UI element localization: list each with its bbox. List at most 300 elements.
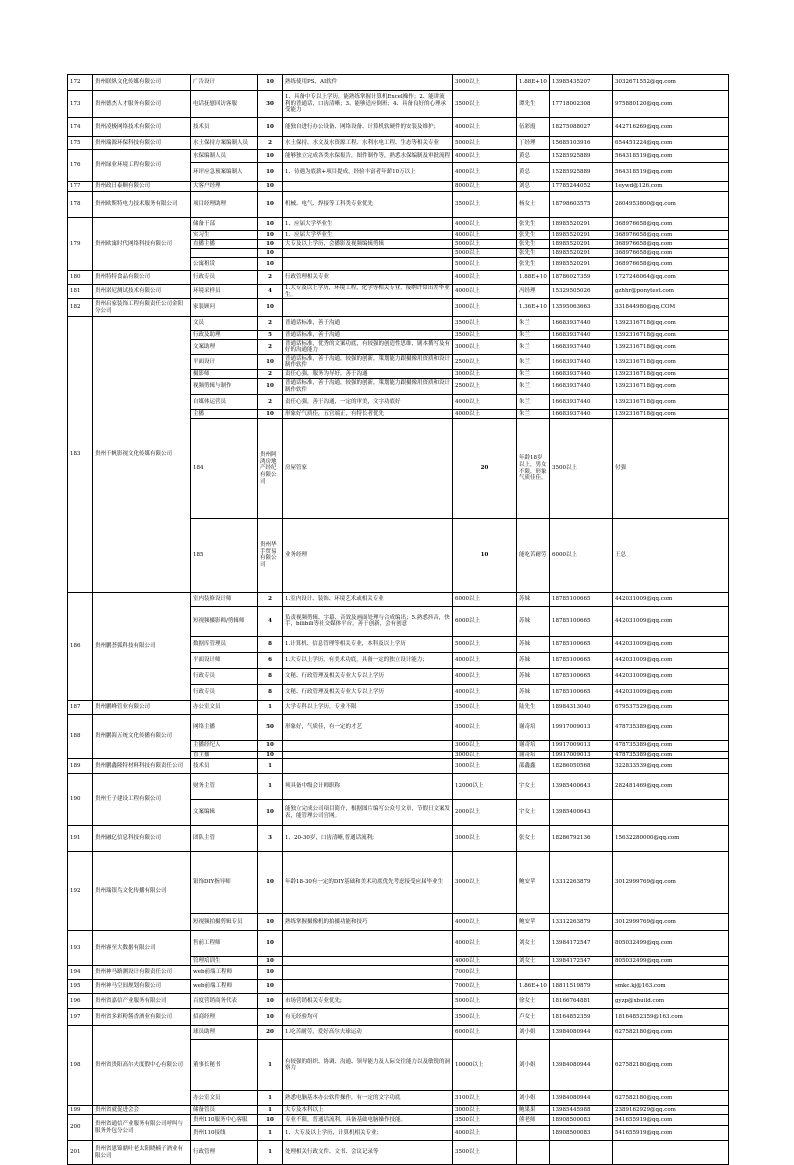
cell-position: 文员 — [191, 317, 258, 331]
cell-company: 贵州启家装饰工程有限责任公司金阳分公司 — [93, 299, 191, 317]
cell-contact: 宇女士 — [517, 800, 550, 826]
cell-contact: 刘女士 — [517, 931, 550, 957]
cell-req — [283, 182, 453, 192]
cell-salary: 3500以上 — [453, 700, 517, 714]
cell-phone: 18798603575 — [550, 192, 613, 218]
cell-email: 3032671552@qq.com — [613, 75, 729, 91]
cell-no: 197 — [68, 1009, 93, 1026]
cell-position: 短视频摄影师/剪辑师 — [191, 606, 258, 636]
cell-req: 形象好，气质佳，有一定的才艺 — [283, 714, 453, 740]
cell-email: gyzp@xbuild.com — [613, 994, 729, 1009]
cell-contact: 张先生 — [517, 218, 550, 231]
cell-num: 10 — [258, 218, 283, 231]
cell-email: 627582180@qq.com — [613, 1040, 729, 1091]
cell-num: 1 — [258, 1141, 283, 1165]
cell-salary: 4000以上 — [453, 714, 517, 740]
cell-company: 贵州省贵阳高尔夫度假中心有限公司 — [93, 1026, 191, 1106]
cell-phone: 13312263879 — [550, 914, 613, 931]
cell-phone: 13985400643 — [550, 800, 613, 826]
cell-phone: 13984172547 — [550, 957, 613, 966]
cell-req: 1.大专及以上学历，环境工程，化学等相关专业，接纳许常出差毕业生。 — [283, 285, 453, 299]
cell-position: web前端工程师 — [191, 966, 258, 980]
table-row — [68, 1141, 729, 1165]
cell-email: smkc.kj@163.com — [613, 980, 729, 994]
cell-contact: 朱兰 — [517, 370, 550, 379]
cell-phone: 18275088027 — [550, 118, 613, 137]
cell-num: 2 — [258, 340, 283, 355]
cell-salary: 7000以上 — [453, 980, 517, 994]
cell-phone: 16683937440 — [550, 317, 613, 331]
cell-req: 普通话标准，善于沟通，较强的创新，策划能力跟摄像用资质和设计制作软件 — [283, 355, 453, 370]
table-row — [68, 966, 729, 980]
cell-email: 1392316718@qq.com — [613, 355, 729, 370]
cell-contact: 付强 — [613, 419, 729, 519]
cell-no: 172 — [68, 75, 93, 91]
cell-salary: 3500以上 — [453, 1141, 517, 1165]
cell-position: 储备管员 — [191, 1106, 258, 1115]
cell-salary: 2000以上 — [453, 800, 517, 826]
cell-email: 368976658@qq.com — [613, 249, 729, 258]
cell-phone: 18166764881 — [550, 994, 613, 1009]
cell-position: 平面设计师 — [191, 652, 258, 668]
cell-req: 行政管理相关专业 — [283, 271, 453, 285]
table-row — [68, 826, 729, 852]
cell-req: 能独立完成公司项目简介，根据图片编写公众号文章，节假日文案发表，能管理公司官网。 — [283, 800, 453, 826]
cell-phone: 18985520291 — [550, 231, 613, 240]
cell-phone: 18785100665 — [550, 668, 613, 684]
cell-contact: 冯经理 — [517, 285, 550, 299]
cell-no: 180 — [68, 271, 93, 285]
cell-phone: 13312263879 — [550, 852, 613, 914]
cell-num: 10 — [258, 192, 283, 218]
cell-num: 2 — [258, 395, 283, 410]
cell-contact: 鲍安苹 — [517, 914, 550, 931]
table-row — [68, 592, 729, 606]
cell-num: 2 — [258, 592, 283, 606]
cell-req: 有较强的组织、协调、沟通、领导能力及人际交往能力以及敏锐的洞察力 — [283, 1040, 453, 1091]
cell-company: 贵州省多彩粉酱香酒业有限公司 — [93, 1009, 191, 1026]
cell-num: 10 — [258, 150, 283, 163]
cell-email: 1392316718@qq.com — [613, 340, 729, 355]
cell-req: 文秘、行政管理及相关专业大专以上学历 — [283, 668, 453, 684]
cell-position: 行政专员 — [191, 271, 258, 285]
cell-position: 摄影师 — [191, 370, 258, 379]
cell-salary: 4000以上 — [453, 914, 517, 931]
table-row — [68, 118, 729, 137]
cell-company: 贵州瑞银鸟文化传播有限公司 — [93, 852, 191, 931]
table-row — [68, 299, 729, 317]
cell-req — [283, 980, 453, 994]
cell-email: 442031009@qq.com — [613, 592, 729, 606]
cell-position: 水土保持方案编制人员 — [191, 137, 258, 150]
cell-req: 形象好气质佳，五官端正，有特长者优先 — [283, 410, 453, 419]
cell-contact: 谭先生 — [517, 91, 550, 118]
cell-salary: 2500以上 — [453, 379, 517, 395]
cell-req: 有无经验均可 — [283, 1009, 453, 1026]
cell-num: 1 — [258, 774, 283, 800]
cell-contact: 熊老师 — [517, 1115, 550, 1126]
cell-no: 182 — [68, 299, 93, 317]
table-row — [68, 774, 729, 800]
cell-num: 10 — [258, 1115, 283, 1126]
table-row — [68, 1106, 729, 1115]
cell-req: 1.室内设计、装饰、环境艺术或相关专业 — [283, 592, 453, 606]
cell-contact — [517, 1126, 550, 1141]
cell-contact: 杨女士 — [517, 192, 550, 218]
cell-salary: 3500以上 — [453, 331, 517, 340]
cell-no: 176 — [68, 150, 93, 182]
cell-salary: 5000以上 — [453, 137, 517, 150]
cell-position: 实习生 — [191, 231, 258, 240]
cell-phone: 16683937440 — [550, 395, 613, 410]
cell-contact: 1.86E+10 — [517, 980, 550, 994]
cell-num: 1 — [258, 1106, 283, 1115]
cell-salary: 4000以上 — [453, 163, 517, 182]
cell-company: 贵州鹏鑫隆特材料科技有限责任公司 — [93, 759, 191, 774]
cell-num: 20 — [453, 419, 517, 519]
cell-phone: 17718002308 — [550, 91, 613, 118]
cell-email: 541655919@qq.com — [613, 1115, 729, 1126]
cell-req: 1、应届大学毕业生 — [283, 218, 453, 231]
cell-no: 183 — [68, 317, 93, 592]
cell-req: 熟练使用PS、AI软件 — [283, 75, 453, 91]
cell-contact: 刘小姐 — [517, 1040, 550, 1091]
cell-email: 478735389@qq.com — [613, 714, 729, 740]
cell-no: 198 — [68, 1026, 93, 1106]
cell-no: 190 — [68, 774, 93, 826]
cell-phone: 13984080944 — [550, 1091, 613, 1106]
cell-req: 1、待遇为底薪+项目提成，经验丰富者年薪10万以上 — [283, 163, 453, 182]
cell-company: 贵州鹏海五统文化传播有限公司 — [93, 714, 191, 759]
cell-email: 15632280000@qq.com — [613, 826, 729, 852]
cell-position: 家装顾问 — [191, 299, 258, 317]
cell-num: 50 — [258, 714, 283, 740]
cell-email — [613, 800, 729, 826]
cell-num: 8 — [258, 684, 283, 700]
cell-position: 直播主播 — [191, 240, 258, 249]
cell-num: 4 — [258, 285, 283, 299]
cell-phone: 19917009013 — [550, 751, 613, 759]
cell-req: 大专及本科以上 — [283, 1106, 453, 1115]
table-row — [68, 137, 729, 150]
cell-position: 文案编辑 — [191, 800, 258, 826]
cell-position: 环评应急预案编制人 — [191, 163, 258, 182]
cell-contact: 宇女士 — [517, 774, 550, 800]
cell-email: 1392316718@qq.com — [613, 370, 729, 379]
cell-phone — [550, 966, 613, 980]
cell-salary: 4000以上 — [453, 118, 517, 137]
cell-req — [283, 299, 453, 317]
cell-req: 责任心强，善于沟通，一定的审美，文字功底好 — [283, 395, 453, 410]
cell-email: 2389162929@qq.com — [613, 1106, 729, 1115]
cell-req: 1、大专及以上学历，计算机相关专业； — [283, 1126, 453, 1141]
cell-email: 442031009@qq.com — [613, 668, 729, 684]
cell-contact — [517, 966, 550, 980]
cell-email: 442031009@qq.com — [613, 606, 729, 636]
cell-num: 10 — [258, 355, 283, 370]
cell-req: 大专及以上学历，会播影及视频编辑剪辑 — [283, 240, 453, 249]
cell-num: 10 — [258, 957, 283, 966]
cell-salary: 6000以上 — [453, 592, 517, 606]
cell-req: 能吃苦耐劳 — [517, 519, 550, 593]
cell-contact: 苏妹 — [517, 606, 550, 636]
cell-contact: 王总 — [613, 519, 729, 593]
cell-num: 2 — [258, 137, 283, 150]
cell-email: 975880120@qq.com — [613, 91, 729, 118]
cell-num: 10 — [258, 240, 283, 249]
cell-phone: 13984172547 — [550, 931, 613, 957]
cell-num: 10 — [258, 379, 283, 395]
cell-req: 能够独立完成各类水保报告，图件制作等，熟悉水保编制及审批流程 — [283, 150, 453, 163]
cell-company: 贵州特特食品有限公司 — [93, 271, 191, 285]
cell-phone: 19917009013 — [550, 714, 613, 740]
cell-num: 10 — [258, 249, 283, 258]
cell-contact: 苏妹 — [517, 652, 550, 668]
cell-salary: 12000以上 — [453, 774, 517, 800]
cell-contact: 张先生 — [517, 258, 550, 271]
cell-position: 技术员 — [191, 759, 258, 774]
cell-no: 191 — [68, 826, 93, 852]
cell-phone: 18908500083 — [550, 1126, 613, 1141]
cell-email: 541655919@qq.com — [613, 1126, 729, 1141]
cell-contact: 黄总 — [517, 150, 550, 163]
cell-num: 1 — [258, 700, 283, 714]
cell-position: 办公室文员 — [191, 1091, 258, 1106]
cell-phone: 18785100665 — [550, 592, 613, 606]
cell-position: 数据库管理员 — [191, 636, 258, 652]
cell-company: 贵州鹏荟弧科技有限公司 — [93, 592, 191, 700]
cell-phone: 13985400643 — [550, 774, 613, 800]
cell-req: 机械、电气、焊接等工科类专业优先 — [283, 192, 453, 218]
table-row — [68, 700, 729, 714]
cell-num: 10 — [258, 914, 283, 931]
cell-position — [191, 249, 258, 258]
cell-salary: 3000以上 — [453, 826, 517, 852]
cell-email: 368976658@qq.com — [613, 258, 729, 271]
table-row — [68, 91, 729, 118]
cell-salary: 6000以上 — [453, 606, 517, 636]
cell-position: 主播 — [191, 410, 258, 419]
cell-salary: 4000以上 — [453, 218, 517, 231]
cell-salary: 3100以上 — [453, 1091, 517, 1106]
cell-salary: 4000以上 — [453, 285, 517, 299]
cell-num: 10 — [258, 258, 283, 271]
cell-phone: 15685103916 — [550, 137, 613, 150]
cell-phone: 16683937440 — [550, 340, 613, 355]
cell-email: 442031009@qq.com — [613, 636, 729, 652]
cell-salary: 4000以上 — [453, 1126, 517, 1141]
cell-email: 1727246064@qq.com — [613, 271, 729, 285]
cell-phone: 18985520291 — [550, 249, 613, 258]
cell-phone: 16683937440 — [550, 355, 613, 370]
cell-position: 董事长秘书 — [191, 1040, 258, 1091]
cell-position: 室内装修设计师 — [191, 592, 258, 606]
cell-contact: 苏妹 — [517, 636, 550, 652]
cell-position: 行政及助理 — [191, 331, 258, 340]
cell-num: 10 — [258, 966, 283, 980]
cell-contact: 丁经理 — [517, 137, 550, 150]
cell-position: 环境采样员 — [191, 285, 258, 299]
cell-no: 175 — [68, 137, 93, 150]
cell-num: 10 — [258, 299, 283, 317]
cell-no: 200 — [68, 1115, 93, 1141]
cell-salary: 5000以上 — [453, 258, 517, 271]
cell-contact: 卢女士 — [517, 1009, 550, 1026]
cell-company: 贵州壬子建设工程有限公司 — [93, 774, 191, 826]
cell-salary: 3000以上 — [453, 75, 517, 91]
cell-company: 贵州政日泰顺有限公司 — [93, 182, 191, 192]
cell-position: 水保编制人员 — [191, 150, 258, 163]
cell-email: 1392316718@qq.com — [613, 410, 729, 419]
cell-no: 193 — [68, 931, 93, 966]
cell-email: 564318519@qq.com — [613, 150, 729, 163]
cell-phone: 13984080944 — [550, 1026, 613, 1040]
cell-phone: 18984313040 — [550, 700, 613, 714]
cell-salary: 7000以上 — [453, 966, 517, 980]
cell-phone: 13984080944 — [550, 1040, 613, 1091]
cell-contact — [517, 1141, 550, 1165]
cell-position: 平面设计 — [191, 355, 258, 370]
cell-email: 331844980@qq.COM — [613, 299, 729, 317]
cell-no: 194 — [68, 966, 93, 980]
cell-salary: 6000以上 — [453, 1026, 517, 1040]
cell-email: 3012999769@qq.com — [613, 914, 729, 931]
cell-num: 10 — [258, 1009, 283, 1026]
cell-position: 管理培训生 — [191, 957, 258, 966]
cell-position: 短视频拍摄剪辑专员 — [191, 914, 258, 931]
cell-contact: 1.88E+10 — [517, 271, 550, 285]
cell-num: 2 — [258, 317, 283, 331]
cell-email — [613, 966, 729, 980]
table-row — [68, 192, 729, 218]
cell-company: 贵州省就促进会会 — [93, 1106, 191, 1115]
cell-no: 195 — [68, 980, 93, 994]
cell-email: 3012999769@qq.com — [613, 852, 729, 914]
cell-num: 1 — [258, 1091, 283, 1106]
cell-no: 188 — [68, 714, 93, 759]
cell-company: 贵州睿至大数据有限公司 — [93, 931, 191, 966]
cell-contact: 朱兰 — [517, 340, 550, 355]
cell-salary: 4000以上 — [453, 957, 517, 966]
cell-req: 普通话标准，善于沟通 — [283, 331, 453, 340]
cell-position: 自媒体运营员 — [191, 395, 258, 410]
cell-salary: 10000以上 — [453, 1040, 517, 1091]
cell-phone: 13985435207 — [550, 75, 613, 91]
cell-num: 3 — [258, 826, 283, 852]
cell-position: 文案助理 — [191, 340, 258, 355]
cell-req: 1.大专以上学历，有美术功底，具备一定的独立设计能力； — [283, 652, 453, 668]
cell-company: 贵州诺尼测试技术有限公司 — [93, 285, 191, 299]
cell-contact: 刘女士 — [517, 957, 550, 966]
cell-contact: 朱兰 — [517, 355, 550, 370]
cell-req — [283, 751, 453, 759]
cell-email: 805032499@qq.com — [613, 957, 729, 966]
cell-company: 贵州德杰人才服务有限公司 — [93, 91, 191, 118]
cell-num: 30 — [258, 91, 283, 118]
cell-contact: 苏妹 — [517, 684, 550, 700]
cell-position: 公寓租赁 — [191, 258, 258, 271]
cell-contact: 伍彩霞 — [517, 118, 550, 137]
cell-req: 专业不限，普通话流利，具备基础电脑操作技能。 — [283, 1115, 453, 1126]
cell-contact: 苏妹 — [517, 668, 550, 684]
cell-phone: 18785100665 — [550, 636, 613, 652]
cell-contact: 刘小姐 — [517, 1091, 550, 1106]
cell-salary: 3500以上 — [453, 91, 517, 118]
cell-salary: 3000以上 — [453, 759, 517, 774]
cell-contact: 黄总 — [517, 163, 550, 182]
cell-contact: 徐女士 — [517, 994, 550, 1009]
cell-num: 2 — [258, 370, 283, 379]
cell-phone: 15329505026 — [550, 285, 613, 299]
cell-position: 球员助理 — [191, 1026, 258, 1040]
cell-num: 10 — [258, 182, 283, 192]
cell-contact: 谢奇培 — [517, 751, 550, 759]
cell-num: 10 — [258, 800, 283, 826]
cell-position: 技术员 — [191, 118, 258, 137]
table-row — [68, 75, 729, 91]
cell-position: 电话抚慰回访客服 — [191, 91, 258, 118]
cell-num: 1 — [258, 1040, 283, 1091]
cell-phone: 13985445988 — [550, 1106, 613, 1115]
cell-contact: 张女士 — [517, 826, 550, 852]
cell-contact: 陆先生 — [517, 700, 550, 714]
cell-salary: 3500以上 — [550, 419, 613, 519]
cell-num: 10 — [258, 980, 283, 994]
cell-company: 贵州鹏峰管业有限公司 — [93, 700, 191, 714]
cell-company: 贵州省恩锦鼎叶老太阳晓楠子酒业有限公司 — [93, 1141, 191, 1165]
cell-email: 679537529@qq.com — [613, 700, 729, 714]
cell-no: 174 — [68, 118, 93, 137]
cell-phone: 18785100665 — [550, 606, 613, 636]
cell-req: 负责视频剪辑、字幕、音效及画面处理与合成编出；5.熟悉抖音，快手，bilibili等社交媒体平台，善于创新，会有创意 — [283, 606, 453, 636]
cell-email: 654451224@qq.com — [613, 137, 729, 150]
cell-num: 10 — [258, 75, 283, 91]
cell-no: 181 — [68, 285, 93, 299]
cell-position: 主播经纪人 — [191, 740, 258, 751]
cell-salary: 4000以上 — [453, 271, 517, 285]
cell-req — [283, 759, 453, 774]
cell-company: 贵州欧斯特电力技术服务有限公司 — [93, 192, 191, 218]
cell-position: 视频剪辑与制作 — [191, 379, 258, 395]
cell-req: 处理相关行政文件、文书、会议记录等 — [283, 1141, 453, 1165]
cell-req — [283, 249, 453, 258]
table-row — [68, 852, 729, 914]
table-row — [68, 1026, 729, 1040]
cell-no: 179 — [68, 218, 93, 271]
table-row — [68, 994, 729, 1009]
cell-position: 行政专员 — [191, 668, 258, 684]
cell-num: 10 — [258, 994, 283, 1009]
cell-no: 186 — [68, 592, 93, 700]
cell-phone: 18908500083 — [550, 1115, 613, 1126]
cell-num: 10 — [258, 410, 283, 419]
cell-salary: 5000以上 — [453, 994, 517, 1009]
cell-contact: 张先生 — [517, 240, 550, 249]
cell-req: 年龄18-30有一定的DIY基础和美术功底优先考虑接受应届毕业生 — [283, 852, 453, 914]
cell-req: 年龄18岁以上，男女不限，形象气质佳佳。 — [517, 419, 550, 519]
table-row — [68, 218, 729, 231]
cell-salary: 4000以上 — [453, 931, 517, 957]
cell-req — [283, 740, 453, 751]
cell-salary: 6000以上 — [550, 519, 613, 593]
cell-req: 文秘、行政管理及相关专业大专以上学历 — [283, 684, 453, 700]
cell-contact: 朱兰 — [517, 395, 550, 410]
cell-contact: 苏妹 — [517, 592, 550, 606]
cell-email: 805032499@qq.com — [613, 931, 729, 957]
cell-salary: 4000以上 — [453, 684, 517, 700]
cell-phone: 19917009013 — [550, 740, 613, 751]
cell-salary: 5000以上 — [453, 249, 517, 258]
